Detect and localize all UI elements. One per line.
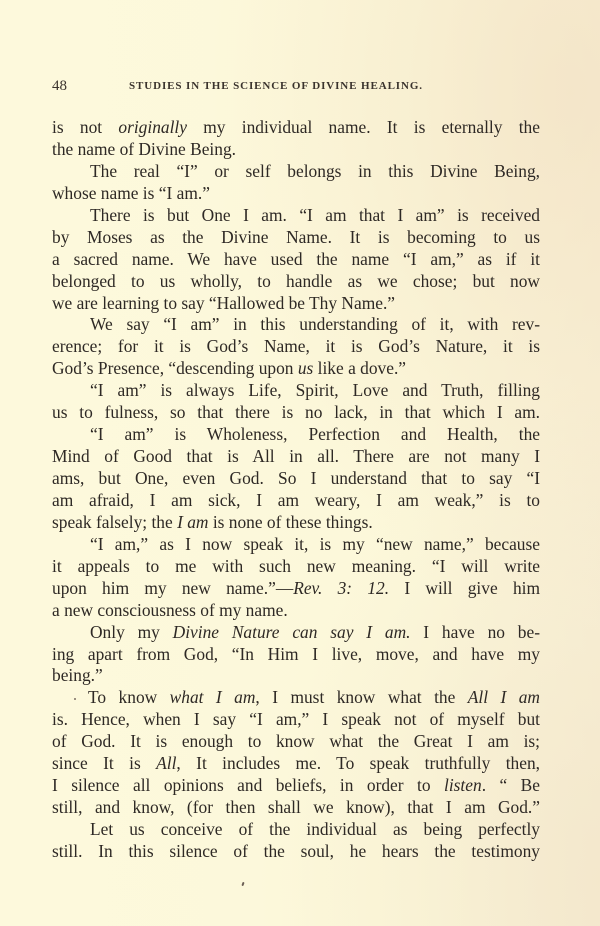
text-line xyxy=(52,205,540,227)
text-run: it appeals to me with such new meaning. “I will write xyxy=(52,555,540,576)
text-line xyxy=(52,512,540,534)
text-run: a sacred name. We have used the name “I am,” as if it xyxy=(52,248,540,269)
text-line xyxy=(52,556,540,578)
text-line xyxy=(52,534,540,556)
text-line xyxy=(52,775,540,797)
text-run: “I am,” as I now speak it, is my “new name,” because xyxy=(90,533,540,554)
text-line xyxy=(52,380,540,402)
text-run: I silence all opinions and beliefs, in order to xyxy=(52,775,444,796)
text-run: . “ Be xyxy=(481,775,540,796)
italic-text: us xyxy=(297,358,314,379)
text-run: , It includes me. To speak truthfully then, xyxy=(176,753,541,774)
text-line xyxy=(52,753,540,775)
text-run: is not xyxy=(52,117,119,137)
text-run: , I must know what the xyxy=(255,687,468,708)
text-line xyxy=(52,117,540,139)
text-run: erence; for it is God’s Name, it is God’s Nature, it is xyxy=(52,336,540,357)
text-line xyxy=(52,336,540,358)
text-run: my individual name. It is eternally the xyxy=(186,117,540,137)
text-run: There is but One I am. “I am that I am” is received xyxy=(90,204,540,225)
text-run: “I am” is Wholeness, Perfection and Health, the xyxy=(90,424,540,445)
text-line xyxy=(52,578,540,600)
text-run: I have no be- xyxy=(410,621,540,642)
text-line xyxy=(52,687,540,709)
text-line xyxy=(52,271,540,293)
italic-text: Divine Nature can say I am. xyxy=(172,621,411,642)
text-line xyxy=(52,841,540,863)
text-line xyxy=(52,490,540,512)
italic-text: originally xyxy=(118,117,187,137)
running-title: STUDIES IN THE SCIENCE OF DIVINE HEALING. xyxy=(129,80,423,92)
italic-text: listen xyxy=(444,775,482,796)
text-run: the name of Divine Being. xyxy=(52,138,237,159)
text-run: To know xyxy=(88,687,170,708)
italic-text: All I am xyxy=(467,687,540,708)
print-speck xyxy=(74,698,76,700)
text-line xyxy=(52,797,540,819)
text-line xyxy=(52,819,540,841)
text-run: by Moses as the Divine Name. It is becoming to us xyxy=(52,226,540,247)
text-line xyxy=(52,665,540,687)
text-line xyxy=(52,139,540,161)
text-run: speak falsely; the xyxy=(52,511,178,532)
text-run: The real “I” or self belongs in this Divine Being, xyxy=(90,160,540,181)
text-run: Let us conceive of the individual as being perfectly xyxy=(90,819,540,839)
text-line xyxy=(52,227,540,249)
text-run: us to fulness, so that there is no lack, in that which I am. xyxy=(52,402,540,423)
text-run: of God. It is enough to know what the Great I am is; xyxy=(52,731,540,752)
text-run: is. Hence, when I say “I am,” I speak not of myself but xyxy=(52,709,540,730)
text-line xyxy=(52,468,540,490)
text-line xyxy=(52,600,540,622)
print-speck xyxy=(241,882,244,886)
text-line xyxy=(52,249,540,271)
text-run: Mind of Good that is All in all. There are not many I xyxy=(52,446,540,467)
text-run: still, and know, (for then shall we know), that I am God.” xyxy=(52,797,540,818)
text-run: I will give him xyxy=(389,577,540,598)
text-run: God’s Presence, “descending upon xyxy=(52,358,298,379)
text-line xyxy=(52,644,540,666)
text-line xyxy=(52,358,540,380)
text-line xyxy=(52,314,540,336)
italic-text: Rev. 3: 12. xyxy=(293,577,390,598)
text-line xyxy=(52,622,540,644)
text-run: ing apart from God, “In Him I live, move, and have my xyxy=(52,643,540,664)
text-run: still. In this silence of the soul, he hears the testimony xyxy=(52,840,540,861)
text-run: a new consciousness of my name. xyxy=(52,599,288,620)
text-run: Only my xyxy=(90,621,173,642)
text-run: ams, but One, even God. So I understand that to say “I xyxy=(52,468,540,488)
text-run: am afraid, I am sick, I am weary, I am weak,” is to xyxy=(52,489,540,510)
text-run: being.” xyxy=(52,665,103,686)
italic-text: what I am xyxy=(169,687,256,708)
text-line xyxy=(52,161,540,183)
italic-text: I am xyxy=(177,511,209,532)
page-number: 48 xyxy=(52,78,67,94)
text-run: We say “I am” in this understanding of it, with rev- xyxy=(90,314,540,335)
text-line xyxy=(52,293,540,315)
text-line xyxy=(52,446,540,468)
italic-text: All xyxy=(156,753,177,774)
text-line xyxy=(52,709,540,731)
body-text xyxy=(52,117,540,863)
text-line xyxy=(52,731,540,753)
text-run: “I am” is always Life, Spirit, Love and Truth, filling xyxy=(90,380,540,401)
text-run: belonged to us wholly, to handle as we chose; but now xyxy=(52,270,540,291)
text-run: whose name is “I am.” xyxy=(52,182,210,203)
text-run: since It is xyxy=(52,753,157,774)
text-run: we are learning to say “Hallowed be Thy Name.” xyxy=(52,292,396,313)
text-run: like a dove.” xyxy=(313,358,407,379)
text-line xyxy=(52,402,540,424)
text-line xyxy=(52,424,540,446)
running-header xyxy=(52,78,540,98)
text-run: upon him my new name.”— xyxy=(52,577,294,598)
text-line xyxy=(52,183,540,205)
text-run: is none of these things. xyxy=(208,511,373,532)
